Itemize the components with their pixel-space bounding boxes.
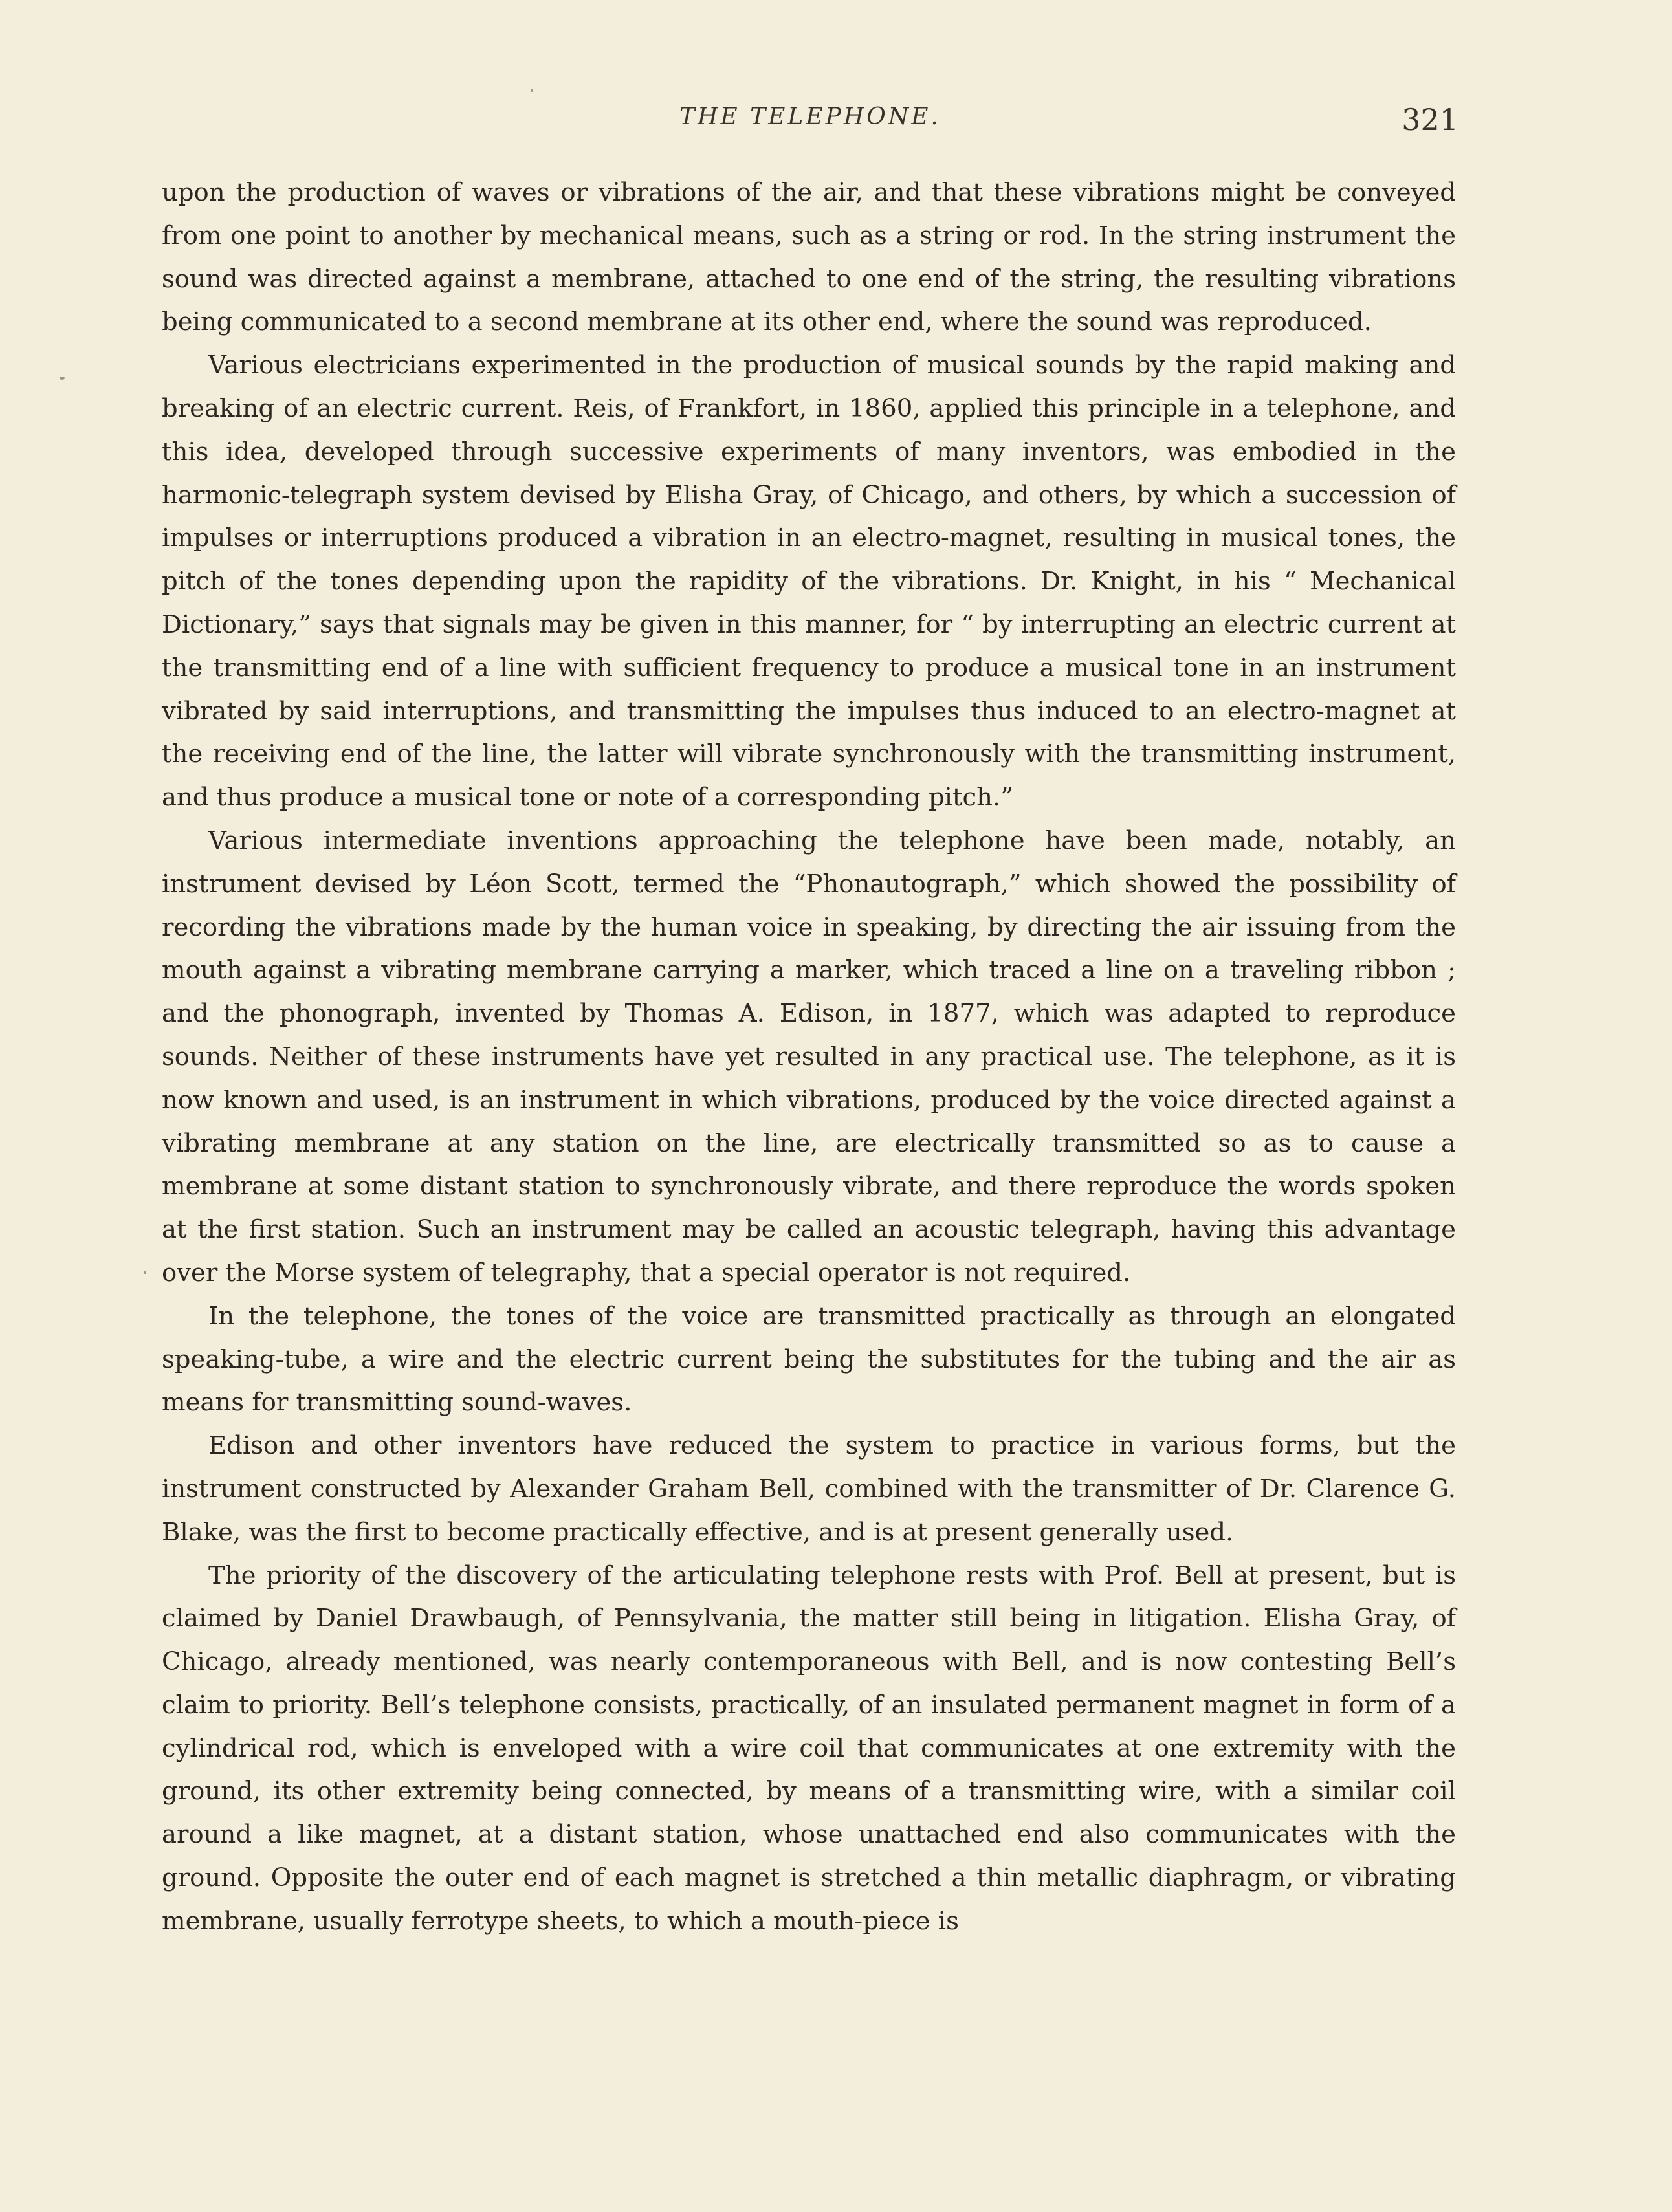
paper-speck — [60, 377, 65, 380]
page-number: 321 — [1402, 102, 1458, 137]
paragraph-1: upon the production of waves or vibrations of the air, and that these vibrations might be conveyed from one point to another by mechanical means, such as a string or rod. In the string instrument the sound was directed against a membrane, attached to one end of the string, the resulting vibrations being communicated to a second membrane at its other end, where the sound was reproduced. — [162, 178, 1456, 337]
paragraph-3: Various intermediate inventions approaching the telephone have been made, notably, an instrument devised by Léon Scott, termed the “Phonautograph,” which showed the possibility of recording the vibrations made by the human voice in speaking, by directing the air issuing from the mouth against a vibrating membrane carrying a marker, which traced a line on a traveling ribbon ; and the phonograph, invented by Thomas A. Edison, in 1877, which was adapted to reproduce sounds. Neither of these instruments have yet resulted in any practical use. The telephone, as it is now known and used, is an instrument in which vibrations, produced by the voice directed against a vibrating membrane at any station on the line, are electrically transmitted so as to cause a membrane at some distant station to synchronously vibrate, and there reproduce the words spoken at the first station. Such an instrument may be called an acoustic telegraph, having this advantage over the Morse system of telegraphy, that a special operator is not required. — [162, 826, 1456, 1287]
paragraph-5: Edison and other inventors have reduced the system to practice in various forms, but the instrument constructed by Alexander Graham Bell, combined with the transmitter of Dr. Clarence G. Blake, was the first to become practically effective, and is at present generally used. — [162, 1431, 1456, 1547]
paper-speck — [531, 89, 533, 92]
paragraph-4: In the telephone, the tones of the voice are transmitted practically as through an elongated speaking-tube, a wire and the electric current being the substitutes for the tubing and the air as means for transmitting sound-waves. — [162, 1301, 1456, 1418]
body-text — [162, 171, 1456, 1944]
running-title: THE TELEPHONE. — [679, 104, 941, 130]
paragraph-6: The priority of the discovery of the articulating telephone rests with Prof. Bell at present, but is claimed by Daniel Drawbaugh, of Pennsylvania, the matter still being in litigation. Elisha Gray, of Chicago, already mentioned, was nearly contemporaneous with Bell, and is now contesting Bell’s claim to priority. Bell’s telephone consists, practically, of an insulated permanent magnet in form of a cylindrical rod, which is enveloped with a wire coil that communicates at one extremity with the ground, its other extremity being connected, by means of a transmitting wire, with a similar coil around a like magnet, at a distant station, whose unattached end also communicates with the ground. Opposite the outer end of each magnet is stretched a thin metallic diaphragm, or vibrating membrane, usually ferrotype sheets, to which a mouth-piece is — [162, 1560, 1456, 1936]
paragraph-2: Various electricians experimented in the production of musical sounds by the rapid making and breaking of an electric current. Reis, of Frankfort, in 1860, applied this principle in a telephone, and this idea, developed through successive experiments of many inventors, was embodied in the harmonic-telegraph system devised by Elisha Gray, of Chicago, and others, by which a succession of impulses or interruptions produced a vibration in an electro-magnet, resulting in musical tones, the pitch of the tones depending upon the rapidity of the vibrations. Dr. Knight, in his “ Mechanical Dictionary,” says that signals may be given in this manner, for “ by interrupting an electric current at the transmitting end of a line with sufficient frequency to produce a musical tone in an instrument vibrated by said interruptions, and transmitting the impulses thus induced to an electro-magnet at the receiving end of the line, the latter will vibrate synchronously with the transmitting instrument, and thus produce a musical tone or note of a corresponding pitch.” — [162, 351, 1456, 813]
paper-speck — [144, 1271, 146, 1274]
